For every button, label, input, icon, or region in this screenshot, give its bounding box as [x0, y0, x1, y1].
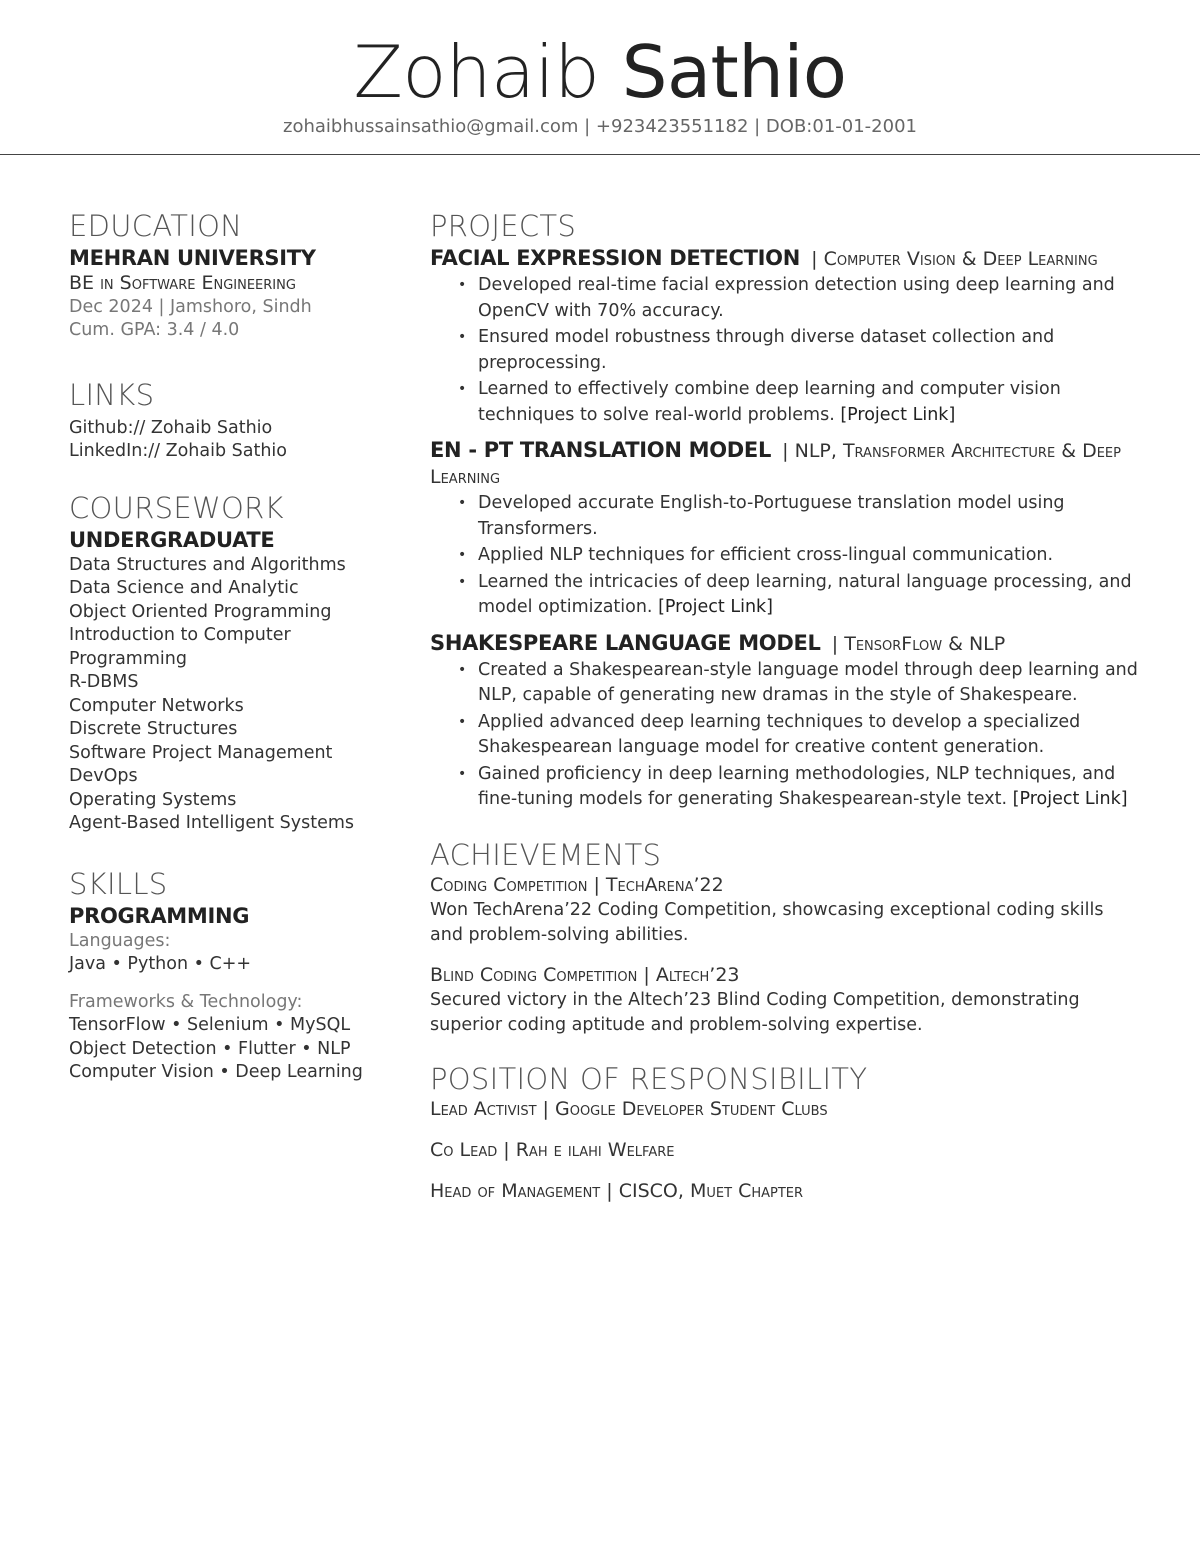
achievement-heading: Blind Coding Competition | Altech’23 — [430, 963, 740, 986]
bullet-item — [478, 762, 1140, 813]
project-link[interactable]: [Project Link] — [1012, 789, 1128, 809]
project-name: EN - PT TRANSLATION MODEL — [430, 438, 772, 462]
frameworks-list: Object Detection • Flutter • NLP — [69, 1038, 351, 1059]
link-linkedin[interactable]: LinkedIn:// Zohaib Sathio — [69, 441, 287, 461]
gpa: Cum. GPA: 3.4 / 4.0 — [69, 320, 240, 340]
right-column — [430, 208, 1140, 1220]
section-title: ACHIEVEMENTS — [430, 837, 662, 872]
project-link[interactable]: [Project Link] — [658, 597, 774, 617]
project-name: FACIAL EXPRESSION DETECTION — [430, 246, 800, 270]
project-bullets — [430, 491, 1140, 621]
bullet-text: Learned the intricacies of deep learning, natural language processing, and model optimization. — [478, 571, 1132, 617]
resume-header — [0, 30, 1200, 137]
candidate-name — [0, 30, 1200, 114]
bullet-item — [478, 377, 1140, 428]
bullet-item: • Created a Shakespearean-style language model through deep learning and NLP, capable of generating new dramas in the style of Shakespeare. — [478, 658, 1140, 709]
school-name: MEHRAN UNIVERSITY — [69, 246, 316, 270]
project-name: SHAKESPEARE LANGUAGE MODEL — [430, 630, 821, 655]
project-link[interactable]: [Project Link] — [840, 404, 956, 425]
project-tags: | TensorFlow & NLP — [831, 632, 1006, 655]
course-item: Computer Networks — [69, 695, 244, 716]
project-bullets — [430, 273, 1140, 428]
skills-subtitle: PROGRAMMING — [69, 903, 250, 928]
course-item: DevOps — [69, 766, 138, 786]
projects-section — [430, 208, 1140, 813]
project-tags: | NLP, Transformer Architecture & Deep Learning — [430, 440, 1121, 488]
section-title: SKILLS — [69, 866, 168, 901]
section-title: PROJECTS — [430, 209, 577, 243]
course-item: Operating Systems — [69, 789, 237, 810]
frameworks-list: TensorFlow • Selenium • MySQL — [69, 1015, 351, 1035]
frameworks-list: Computer Vision • Deep Learning — [69, 1062, 363, 1082]
education-section — [69, 208, 414, 343]
course-item: Agent-Based Intelligent Systems — [69, 813, 355, 833]
coursework-subtitle: UNDERGRADUATE — [69, 527, 275, 552]
project-heading — [430, 438, 1140, 491]
bullet-item: • Ensured model robustness through diverse dataset collection and preprocessing. — [478, 325, 1140, 376]
frameworks-label: Frameworks & Technology: — [69, 991, 303, 1012]
left-column — [69, 208, 414, 1105]
project-item — [430, 438, 1140, 621]
languages-label: Languages: — [69, 930, 171, 951]
date-location: Dec 2024 | Jamshoro, Sindh — [69, 296, 312, 317]
bullet-item: • Developed accurate English-to-Portuguese translation model using Transformers. — [478, 491, 1140, 542]
bullet-item — [478, 570, 1140, 621]
bullet-item: • Applied NLP techniques for efficient cross-lingual communication. — [478, 543, 1140, 569]
project-heading — [430, 631, 1140, 658]
achievement-description: Won TechArena’22 Coding Competition, showcasing exceptional coding skills and problem-solving abilities. — [430, 899, 1104, 945]
contact-line: zohaibhussainsathio@gmail.com | +923423551182 | DOB:01-01-2001 — [283, 116, 917, 137]
section-title: LINKS — [69, 377, 155, 412]
bullet-text: Learned to effectively combine deep learning and computer vision techniques to solve real-world problems. — [478, 379, 1061, 425]
achievement-heading: Coding Competition | TechArena’22 — [430, 873, 724, 896]
achievements-section — [430, 837, 1140, 1039]
bullet-text: Gained proficiency in deep learning methodologies, NLP techniques, and fine-tuning models for generating Shakespearean-style text. — [478, 763, 1116, 809]
last-name: Sathio — [621, 30, 847, 114]
section-title: COURSEWORK — [69, 490, 284, 525]
position-item: Lead Activist | Google Developer Student Clubs — [430, 1097, 828, 1120]
achievement-description: Secured victory in the Altech’23 Blind Coding Competition, demonstrating superior coding aptitude and problem-solving expertise. — [430, 989, 1080, 1035]
course-item: Software Project Management — [69, 742, 333, 763]
section-title: POSITION OF RESPONSIBILITY — [430, 1061, 868, 1096]
position-item: Head of Management | CISCO, Muet Chapter — [430, 1179, 804, 1202]
responsibility-section — [430, 1061, 1140, 1204]
bullet-item: • Developed real-time facial expression detection using deep learning and OpenCV with 70% accuracy. — [478, 273, 1140, 324]
project-tags: | Computer Vision & Deep Learning — [811, 248, 1098, 270]
bullet-item: • Applied advanced deep learning techniques to develop a specialized Shakespearean language model for creative content generation. — [478, 710, 1140, 761]
first-name: Zohaib — [353, 30, 600, 114]
project-heading — [430, 246, 1140, 273]
section-title: EDUCATION — [69, 209, 243, 243]
course-item: R-DBMS — [69, 672, 139, 692]
project-bullets — [430, 658, 1140, 813]
degree: BE in Software Engineering — [69, 272, 296, 294]
project-item — [430, 246, 1140, 428]
links-section — [69, 377, 414, 464]
languages-list: Java • Python • C++ — [69, 954, 252, 974]
position-item: Co Lead | Rah e ilahi Welfare — [430, 1138, 675, 1161]
header-divider — [0, 154, 1200, 155]
project-item — [430, 631, 1140, 813]
course-item: Data Science and Analytic — [69, 578, 299, 598]
link-github[interactable]: Github:// Zohaib Sathio — [69, 417, 273, 438]
course-item: Introduction to Computer Programming — [69, 625, 291, 669]
course-item: Discrete Structures — [69, 719, 238, 739]
skills-section — [69, 866, 414, 1085]
course-item: Data Structures and Algorithms — [69, 554, 346, 575]
coursework-section — [69, 490, 414, 836]
course-item: Object Oriented Programming — [69, 601, 332, 622]
